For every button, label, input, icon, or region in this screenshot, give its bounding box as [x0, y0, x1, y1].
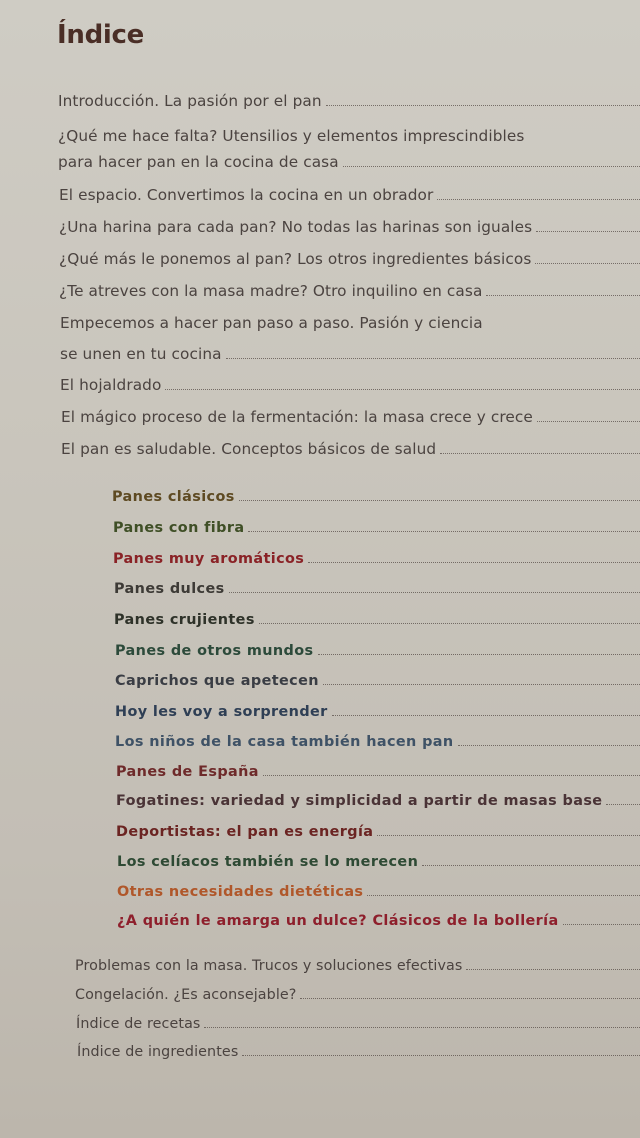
- toc-entry-saludable[interactable]: [61, 440, 640, 458]
- dot-leader: [377, 835, 640, 836]
- toc-entry-problemas[interactable]: [75, 958, 640, 974]
- toc-entry-label: El hojaldrado: [60, 376, 162, 394]
- dot-leader: [242, 1055, 640, 1056]
- dot-leader: [563, 924, 640, 925]
- toc-entry-label: ¿Qué más le ponemos al pan? Los otros ingredientes básicos: [59, 250, 532, 268]
- toc-entry-masa-madre[interactable]: [59, 282, 640, 300]
- toc-category-label: Panes muy aromáticos: [113, 551, 305, 567]
- dot-leader: [486, 295, 640, 296]
- dot-leader: [437, 199, 640, 200]
- toc-entry-label: Índice de ingredientes: [77, 1044, 239, 1060]
- toc-category-panes-aromaticos[interactable]: [113, 551, 640, 567]
- toc-entry-label: El mágico proceso de la fermentación: la masa crece y crece: [61, 408, 533, 426]
- toc-entry-harina[interactable]: [59, 218, 640, 236]
- dot-leader: [323, 684, 640, 685]
- dot-leader: [466, 969, 640, 970]
- page-title: Índice: [57, 20, 144, 50]
- dot-leader: [263, 775, 640, 776]
- toc-category-label: Hoy les voy a sorprender: [115, 704, 328, 720]
- dot-leader: [229, 592, 640, 593]
- toc-category-dieteticas[interactable]: [117, 884, 640, 900]
- toc-entry-label: se unen en tu cocina: [60, 345, 222, 363]
- toc-entry-line1: Empecemos a hacer pan paso a paso. Pasión y ciencia: [60, 314, 483, 332]
- toc-entry-label: El pan es saludable. Conceptos básicos de salud: [61, 440, 437, 458]
- toc-entry-line1: ¿Qué me hace falta? Utensilios y elementos imprescindibles: [58, 127, 525, 145]
- toc-category-otros-mundos[interactable]: [115, 643, 640, 659]
- dot-leader: [300, 998, 640, 999]
- toc-category-label: Panes con fibra: [113, 520, 245, 536]
- dot-leader: [535, 263, 640, 264]
- toc-category-label: Panes de otros mundos: [115, 643, 314, 659]
- dot-leader: [536, 231, 640, 232]
- dot-leader: [165, 389, 640, 390]
- toc-category-deportistas[interactable]: [116, 824, 640, 840]
- toc-category-label: Otras necesidades dietéticas: [117, 884, 364, 900]
- toc-entry-label: El espacio. Convertimos la cocina en un obrador: [59, 186, 434, 204]
- dot-leader: [367, 895, 640, 896]
- toc-entry-label: para hacer pan en la cocina de casa: [58, 153, 339, 171]
- toc-entry-label: ¿Una harina para cada pan? No todas las harinas son iguales: [59, 218, 533, 236]
- toc-category-bolleria[interactable]: [117, 913, 640, 929]
- dot-leader: [440, 453, 640, 454]
- toc-category-fogatines[interactable]: [116, 793, 640, 809]
- toc-entry-label: ¿Te atreves con la masa madre? Otro inquilino en casa: [59, 282, 483, 300]
- dot-leader: [308, 562, 640, 563]
- dot-leader: [239, 500, 640, 501]
- dot-leader: [326, 105, 640, 106]
- toc-category-caprichos[interactable]: [115, 673, 640, 689]
- toc-category-sorprender[interactable]: [115, 704, 640, 720]
- dot-leader: [422, 865, 640, 866]
- toc-entry-congelacion[interactable]: [75, 987, 640, 1003]
- toc-category-label: Caprichos que apetecen: [115, 673, 319, 689]
- toc-category-label: Fogatines: variedad y simplicidad a partir de masas base: [116, 793, 603, 809]
- dot-leader: [332, 715, 640, 716]
- toc-category-label: Panes de España: [116, 764, 259, 780]
- toc-category-label: Los celíacos también se lo merecen: [117, 854, 419, 870]
- dot-leader: [537, 421, 640, 422]
- toc-entry-indice-recetas[interactable]: [76, 1016, 640, 1032]
- toc-entry-utensilios[interactable]: [58, 153, 640, 171]
- dot-leader: [318, 654, 640, 655]
- toc-entry-fermentacion[interactable]: [61, 408, 640, 426]
- toc-category-panes-espana[interactable]: [116, 764, 640, 780]
- toc-entry-label: Congelación. ¿Es aconsejable?: [75, 987, 297, 1003]
- toc-category-panes-clasicos[interactable]: [112, 489, 640, 505]
- toc-entry-label: Introducción. La pasión por el pan: [58, 92, 322, 110]
- dot-leader: [248, 531, 640, 532]
- toc-category-label: Los niños de la casa también hacen pan: [115, 734, 454, 750]
- toc-entry-label: Problemas con la masa. Trucos y soluciones efectivas: [75, 958, 463, 974]
- dot-leader: [343, 166, 640, 167]
- toc-category-celiacos[interactable]: [117, 854, 640, 870]
- toc-entry-espacio[interactable]: [59, 186, 640, 204]
- toc-category-label: Panes clásicos: [112, 489, 235, 505]
- dot-leader: [458, 745, 640, 746]
- toc-category-ninos[interactable]: [115, 734, 640, 750]
- toc-category-label: Panes dulces: [114, 581, 225, 597]
- toc-category-label: Panes crujientes: [114, 612, 255, 628]
- toc-category-label: ¿A quién le amarga un dulce? Clásicos de la bollería: [117, 913, 559, 929]
- toc-category-panes-con-fibra[interactable]: [113, 520, 640, 536]
- toc-entry-ingredientes-basicos[interactable]: [59, 250, 640, 268]
- toc-category-panes-crujientes[interactable]: [114, 612, 640, 628]
- toc-entry-label: Índice de recetas: [76, 1016, 201, 1032]
- dot-leader: [259, 623, 640, 624]
- toc-category-panes-dulces[interactable]: [114, 581, 640, 597]
- toc-entry-indice-ingredientes[interactable]: [77, 1044, 640, 1060]
- dot-leader: [204, 1027, 640, 1028]
- toc-entry-paso-a-paso[interactable]: [60, 345, 640, 363]
- dot-leader: [606, 804, 640, 805]
- toc-entry-hojaldrado[interactable]: [60, 376, 640, 394]
- toc-entry-introduccion[interactable]: [58, 92, 640, 110]
- dot-leader: [226, 358, 640, 359]
- toc-category-label: Deportistas: el pan es energía: [116, 824, 374, 840]
